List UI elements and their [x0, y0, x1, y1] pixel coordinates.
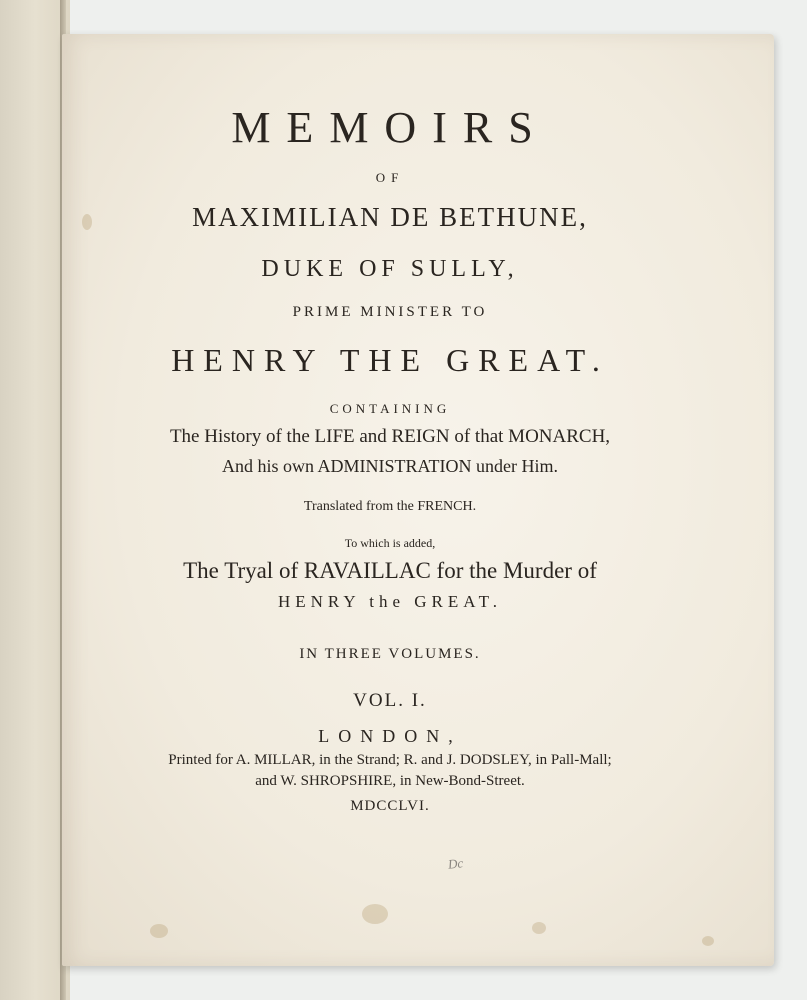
containing-label: CONTAINING	[329, 401, 451, 416]
king-name-second: HENRY the GREAT.	[277, 592, 503, 611]
imprint-city: LONDON,	[318, 726, 462, 746]
king-name: HENRY THE GREAT.	[171, 342, 609, 378]
volumes-line: IN THREE VOLUMES.	[299, 646, 481, 662]
volume-number: VOL. I.	[353, 690, 427, 711]
administration-line: And his own ADMINISTRATION under Him.	[222, 456, 558, 476]
foxing-spot	[702, 936, 714, 946]
imprint-printers-line2: and W. SHROPSHIRE, in New-Bond-Street.	[255, 773, 525, 789]
imprint-year: MDCCLVI.	[350, 798, 430, 814]
tryal-line: The Tryal of RAVAILLAC for the Murder of	[183, 558, 597, 583]
translated-line: Translated from the FRENCH.	[303, 499, 477, 514]
history-line: The History of the LIFE and REIGN of that MONARCH,	[169, 426, 611, 447]
title-of: OF	[375, 170, 405, 185]
prime-minister-line: PRIME MINISTER TO	[292, 304, 488, 320]
pencil-annotation: Dc	[447, 855, 464, 872]
foxing-spot	[362, 904, 388, 924]
imprint-printers-line1: Printed for A. MILLAR, in the Strand; R. and J. DODSLEY, in Pall-Mall;	[168, 752, 612, 768]
foxing-spot	[150, 924, 168, 938]
book-title: MEMOIRS	[231, 103, 549, 152]
foxing-spot	[532, 922, 546, 934]
added-line: To which is added,	[344, 536, 436, 550]
subject-name: MAXIMILIAN DE BETHUNE,	[192, 202, 588, 232]
duke-title: DUKE OF SULLY,	[261, 256, 519, 282]
